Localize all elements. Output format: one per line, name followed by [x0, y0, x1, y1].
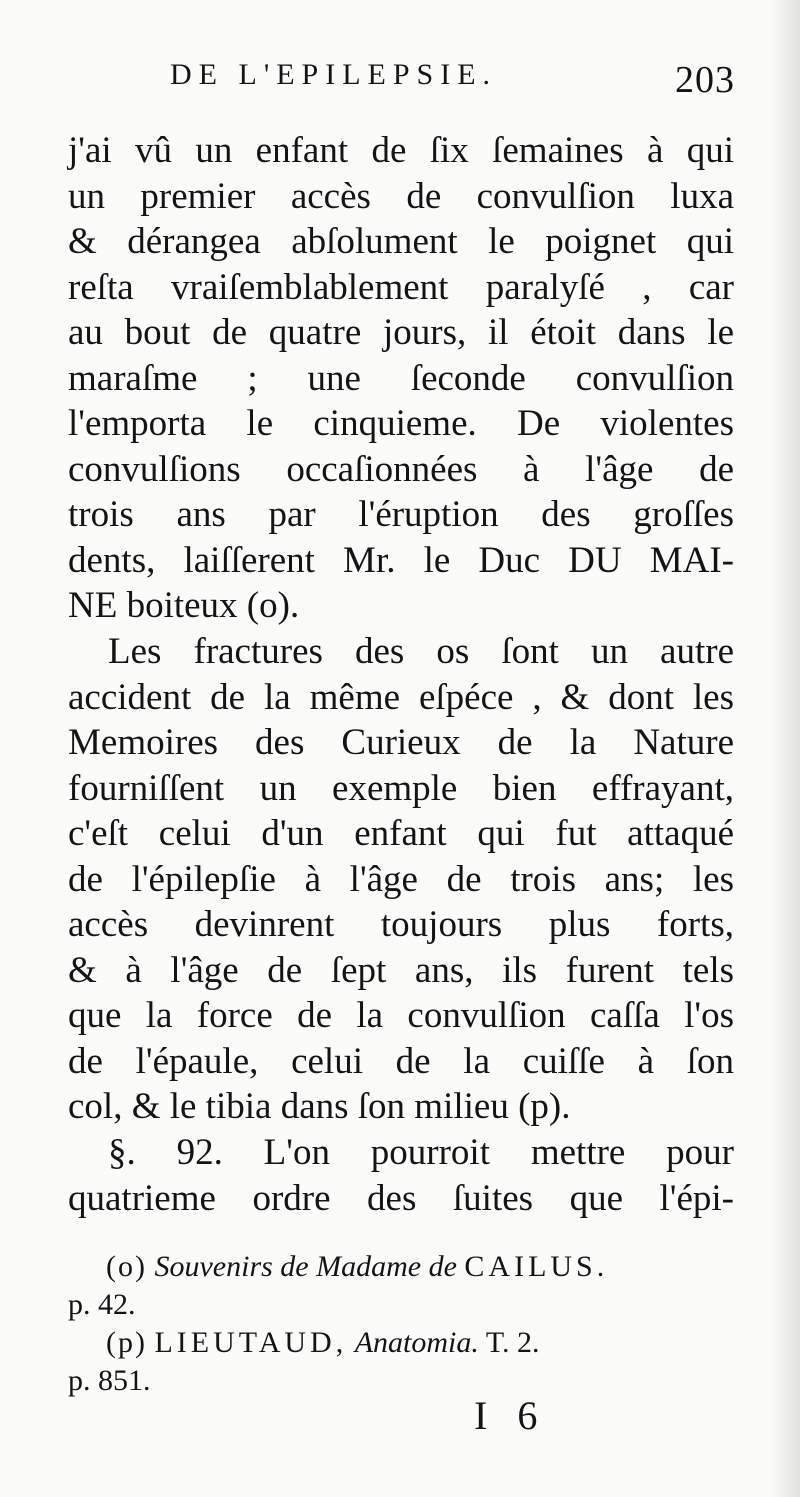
paragraph-first-line: Les fractures des os ſont un autre [108, 631, 734, 673]
text-line: un premier accès de convulſion luxa [68, 175, 734, 217]
footnote-o-title: Souvenirs de Madame de [154, 1250, 457, 1283]
text-line: NE boiteux (o). [68, 585, 300, 627]
text-line: reſta vraiſemblablement paralyſé , car [68, 266, 734, 308]
page-header [170, 58, 735, 108]
text-line: maraſme ; une ſeconde convulſion [68, 357, 734, 399]
text-line: c'eſt celui d'un enfant qui fut attaqué [68, 813, 734, 855]
page-number: 203 [675, 59, 735, 101]
running-head: DE L'EPILEPSIE. [170, 58, 498, 91]
footnote-p-marker: (p) [106, 1326, 147, 1359]
text-line: trois ans par l'éruption des groſſes [68, 494, 734, 536]
footnote-p-author: LIEUTAUD, [154, 1326, 348, 1359]
text-line: & dérangea abſolument le poignet qui [68, 221, 734, 263]
footnote-o-page: p. 42. [68, 1288, 136, 1321]
text-line: de l'épilepſie à l'âge de trois ans; les [68, 858, 734, 900]
text-line: dents, laiſſerent Mr. le Duc DU MAI- [68, 539, 734, 581]
text-line: l'emporta le cinquieme. De violentes [68, 403, 734, 445]
text-line: accident de la même eſpéce , & dont les [68, 676, 734, 718]
page-edge-shadow [770, 0, 800, 1497]
paragraph-first-line: §. 92. L'on pourroit mettre pour [108, 1132, 734, 1174]
footnotes [68, 1248, 734, 1400]
text-line: fourniſſent un exemple bien effrayant, [68, 767, 734, 809]
text-line: j'ai vû un enfant de ſix ſemaines à qui [68, 130, 734, 171]
text-line: convulſions occaſionnées à l'âge de [68, 448, 734, 490]
footnote-o-name: CAILUS. [464, 1250, 609, 1283]
signature-mark: I 6 [474, 1393, 548, 1438]
footnote-p [68, 1324, 734, 1362]
text-line: de l'épaule, celui de la cuiſſe à ſon [68, 1040, 734, 1082]
footnote-p-volume: T. 2. [485, 1326, 540, 1359]
footnote-p-work: Anatomia. [354, 1326, 479, 1359]
text-line: & à l'âge de ſept ans, ils furent tels [68, 949, 734, 991]
text-line: Memoires des Curieux de la Nature [68, 722, 734, 764]
footnote-o [68, 1248, 734, 1286]
body-text [68, 128, 734, 1221]
footnote-p-page: p. 851. [68, 1364, 151, 1397]
text-line: quatrieme ordre des ſuites que l'épi- [68, 1177, 734, 1219]
text-line: accès devinrent toujours plus forts, [68, 904, 734, 946]
text-line: que la force de la convulſion caſſa l'os [68, 995, 734, 1037]
text-line: au bout de quatre jours, il étoit dans le [68, 312, 734, 354]
footnote-o-marker: (o) [106, 1250, 147, 1283]
text-line: col, & le tibia dans ſon milieu (p). [68, 1086, 571, 1128]
